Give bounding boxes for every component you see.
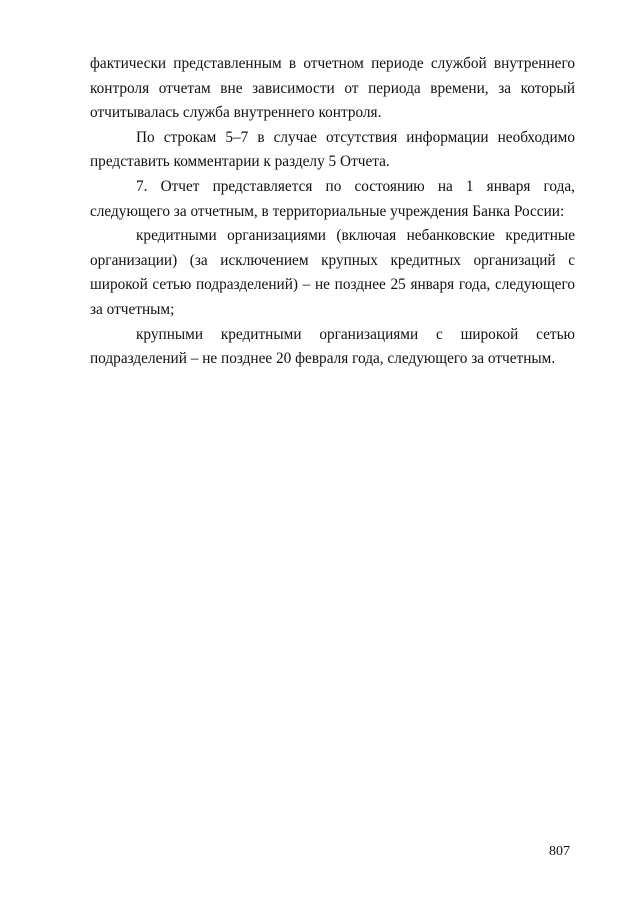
paragraph-item-7: 7. Отчет представляется по состоянию на 1 января года, следующего за отчетным, в территориальные учреждения Банка России: bbox=[90, 177, 575, 220]
document-body bbox=[90, 52, 575, 372]
paragraph-large-credit-organizations: крупными кредитными организациями с широкой сетью подразделений – не позднее 20 февраля года, следующего за отчетным. bbox=[90, 325, 575, 368]
page-number: 807 bbox=[549, 844, 570, 859]
paragraph-rows-5-7: По строкам 5–7 в случае отсутствия информации необходимо представить комментарии к разделу 5 Отчета. bbox=[90, 128, 575, 171]
paragraph-credit-organizations: кредитными организациями (включая небанковские кредитные организации) (за исключением крупных кредитных организаций с широкой сетью подразделений) – не позднее 25 января года, следующего за отчетным; bbox=[90, 227, 575, 318]
paragraph-continuation: фактически представленным в отчетном периоде службой внутреннего контроля отчетам вне зависимости от периода времени, за который отчитывалась служба внутреннего контроля. bbox=[90, 55, 575, 122]
